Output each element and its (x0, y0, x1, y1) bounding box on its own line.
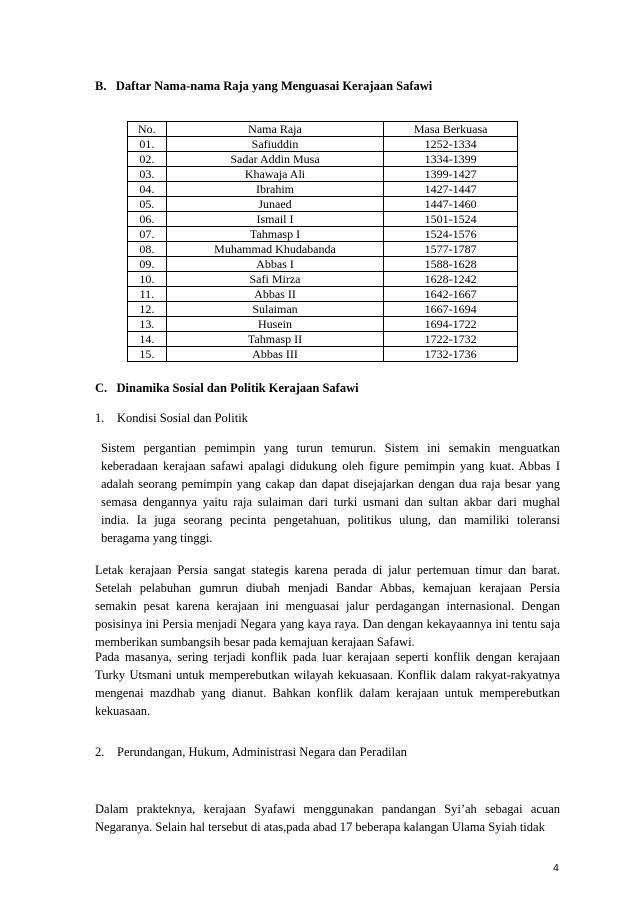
cell-period: 1667-1694 (384, 302, 518, 317)
table-row (128, 347, 518, 362)
cell-no: 08. (128, 242, 167, 257)
cell-period: 1642-1667 (384, 287, 518, 302)
section-b-heading: B. Daftar Nama-nama Raja yang Menguasai Kerajaan Safawi (95, 79, 433, 93)
cell-period: 1252-1334 (384, 137, 518, 152)
subsection-1-heading (95, 411, 248, 426)
table-header-row (128, 122, 518, 137)
subsection-1-title: Kondisi Sosial dan Politik (117, 411, 248, 425)
subsection-2-title: Perundangan, Hukum, Administrasi Negara dan Peradilan (117, 745, 407, 759)
cell-king-name: Tahmasp I (166, 227, 384, 242)
table-row (128, 152, 518, 167)
table-row (128, 137, 518, 152)
cell-king-name: Khawaja Ali (166, 167, 384, 182)
table-row (128, 302, 518, 317)
cell-king-name: Abbas II (166, 287, 384, 302)
cell-king-name: Ismail I (166, 212, 384, 227)
table-row (128, 167, 518, 182)
cell-no: 04. (128, 182, 167, 197)
table-row (128, 212, 518, 227)
cell-no: 10. (128, 272, 167, 287)
cell-king-name: Abbas III (166, 347, 384, 362)
cell-period: 1732-1736 (384, 347, 518, 362)
cell-period: 1427-1447 (384, 182, 518, 197)
persia-location-paragraph: Letak kerajaan Persia sangat stategis karena perada di jalur pertemuan timur dan barat. Setelah pelabuhan gumrun diubah menjadi Bandar Abbas, kemajuan kerajaan Persia semakin pesat karena kerajaan ini menguasai jalur perdagangan internasional. Dengan posisinya ini Persia menjadi Negara yang kaya raya. Dan dengan kekayaannya ini tentu saja memberikan sumbangsih besar pada kemajuan kerajaan Safawi. (95, 563, 560, 649)
cell-king-name: Muhammad Khudabanda (166, 242, 384, 257)
cell-period: 1694-1722 (384, 317, 518, 332)
header-period: Masa Berkuasa (384, 122, 518, 137)
cell-king-name: Ibrahim (166, 182, 384, 197)
subsection-2-heading (95, 745, 407, 760)
kings-table (127, 121, 518, 362)
table-row (128, 287, 518, 302)
subsection-2-number: 2. (95, 745, 105, 759)
table-row (128, 182, 518, 197)
kings-table-body (128, 137, 518, 362)
cell-king-name: Safi Mirza (166, 272, 384, 287)
cell-no: 05. (128, 197, 167, 212)
cell-king-name: Junaed (166, 197, 384, 212)
cell-period: 1524-1576 (384, 227, 518, 242)
header-no: No. (128, 122, 167, 137)
cell-period: 1588-1628 (384, 257, 518, 272)
cell-no: 14. (128, 332, 167, 347)
cell-king-name: Sadar Addin Musa (166, 152, 384, 167)
cell-no: 15. (128, 347, 167, 362)
cell-period: 1399-1427 (384, 167, 518, 182)
cell-king-name: Safiuddin (166, 137, 384, 152)
table-row (128, 242, 518, 257)
header-name: Nama Raja (166, 122, 384, 137)
cell-no: 01. (128, 137, 167, 152)
cell-king-name: Husein (166, 317, 384, 332)
cell-king-name: Sulaiman (166, 302, 384, 317)
cell-no: 11. (128, 287, 167, 302)
page-number: 4 (553, 862, 559, 874)
table-row (128, 227, 518, 242)
cell-king-name: Tahmasp II (166, 332, 384, 347)
table-row (128, 257, 518, 272)
table-row (128, 317, 518, 332)
table-row (128, 197, 518, 212)
cell-no: 06. (128, 212, 167, 227)
cell-period: 1334-1399 (384, 152, 518, 167)
cell-no: 09. (128, 257, 167, 272)
section-c-heading: C. Dinamika Sosial dan Politik Kerajaan Safawi (95, 381, 359, 395)
cell-period: 1447-1460 (384, 197, 518, 212)
subsection-1-number: 1. (95, 411, 105, 425)
conflict-paragraph: Pada masanya, sering terjadi konflik pada luar kerajaan seperti konflik dengan kerajaan Turky Utsmani untuk memperebutkan wilayah kekuasaan. Konflik dalam rakyat-rakyatnya mengenai mazdhab yang dianut. Bahkan konflik dalam kerajaan untuk memperebutkan kekuasaan. (95, 650, 560, 718)
cell-no: 02. (128, 152, 167, 167)
cell-period: 1577-1787 (384, 242, 518, 257)
cell-no: 13. (128, 317, 167, 332)
cell-period: 1722-1732 (384, 332, 518, 347)
cell-no: 07. (128, 227, 167, 242)
cell-no: 12. (128, 302, 167, 317)
cell-period: 1628-1242 (384, 272, 518, 287)
social-paragraph: Sistem pergantian pemimpin yang turun temurun. Sistem ini semakin menguatkan keberadaan kerajaan safawi apalagi didukung oleh figure pemimpin yang kuat. Abbas I adalah seorang pemimpin yang cakap dan dapat disejajarkan dengan dua raja besar yang semasa dengannya yaitu raja sulaiman dari turki usmani dan sultan akbar dari mughal india. Ia juga seorang pecinta pengetahuan, politikus ulung, dan mamiliki toleransi beragama yang tinggi. (101, 441, 560, 545)
cell-period: 1501-1524 (384, 212, 518, 227)
cell-king-name: Abbas I (166, 257, 384, 272)
cell-no: 03. (128, 167, 167, 182)
law-paragraph: Dalam prakteknya, kerajaan Syafawi menggunakan pandangan Syi’ah sebagai acuan Negaranya. Selain hal tersebut di atas,pada abad 17 beberapa kalangan Ulama Syiah tidak (95, 802, 560, 834)
table-row (128, 332, 518, 347)
table-row (128, 272, 518, 287)
